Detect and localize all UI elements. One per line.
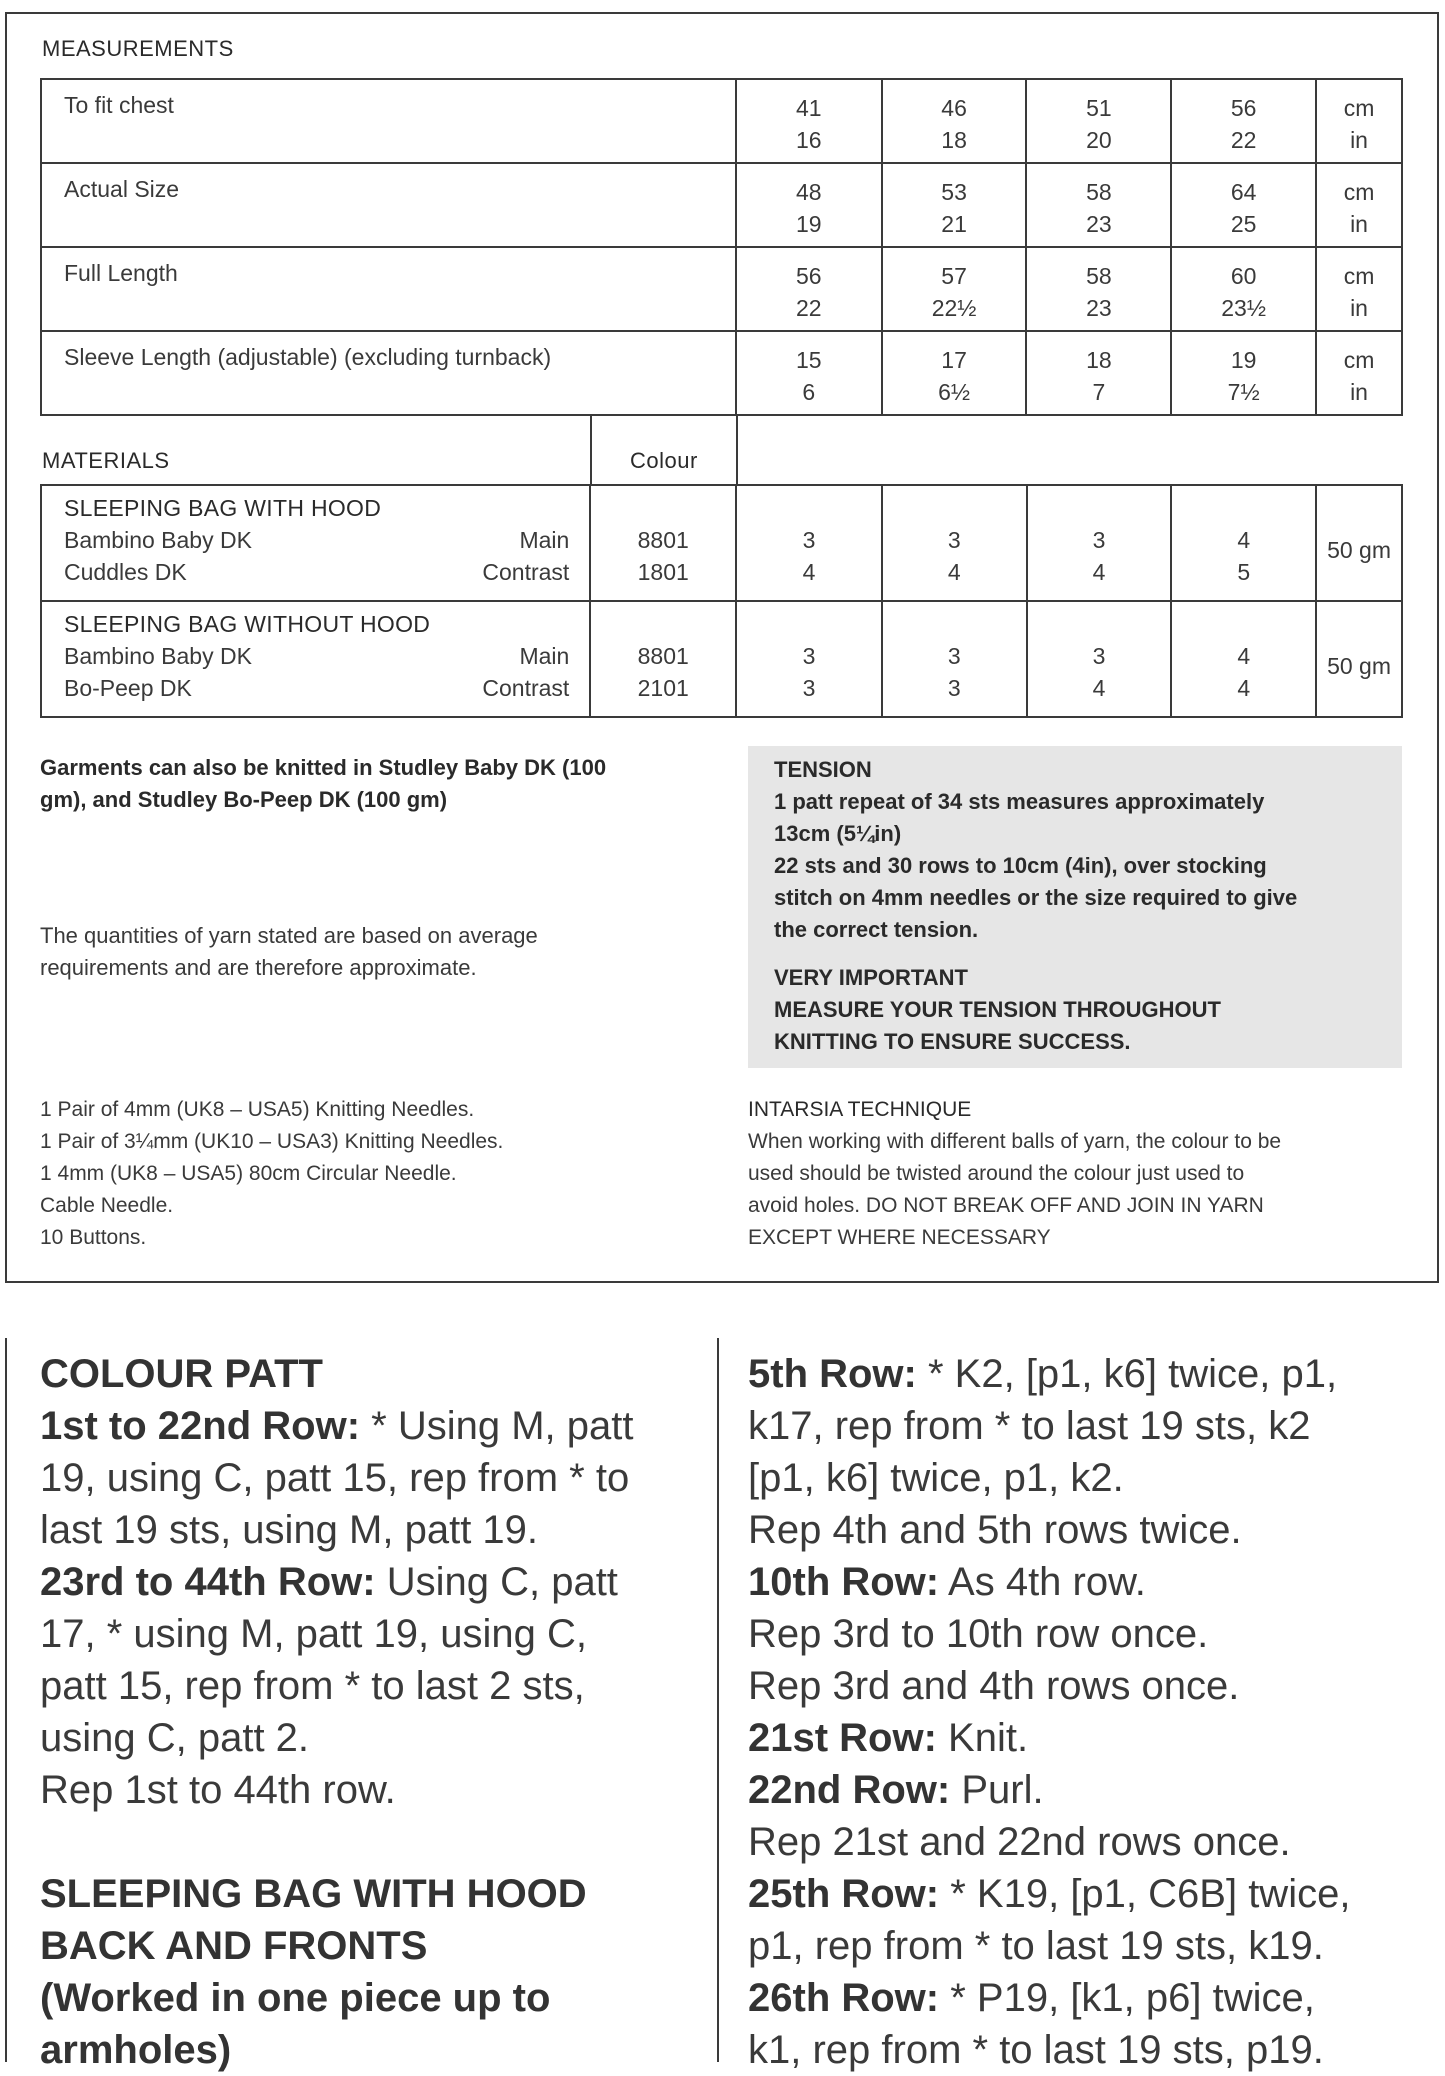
instruction-text: 17, * using M, patt 19, using C, (40, 1612, 587, 1656)
yarn-name: Cuddles DK (64, 559, 187, 585)
size-value (736, 79, 882, 163)
size-value (1171, 79, 1316, 163)
instruction-text: Purl. (950, 1768, 1044, 1812)
measurement-label: Actual Size (41, 163, 736, 247)
instruction-text: Knit. (936, 1716, 1029, 1760)
section-heading: (Worked in one piece up to (40, 1976, 551, 2020)
quantities-note (40, 920, 538, 984)
instruction-text: using C, patt 2. (40, 1716, 310, 1760)
needle-item: Cable Needle. (40, 1194, 174, 1217)
quantity-cell (882, 601, 1027, 717)
yarn-name: Bambino Baby DK (64, 527, 252, 553)
instruction-text: k17, rep from * to last 19 sts, k2 (748, 1404, 1311, 1448)
value-in: 23½ (1221, 295, 1267, 321)
section-heading: SLEEPING BAG WITH HOOD (40, 1872, 587, 1916)
yarn-quantity: 3 (802, 527, 816, 553)
value-cm: 57 (941, 263, 967, 289)
size-value (882, 79, 1027, 163)
size-value (1171, 331, 1316, 415)
row-label: 21st Row: (748, 1716, 937, 1760)
material-group-row (41, 601, 1402, 717)
value-in: 25 (1230, 211, 1257, 237)
left-column-text (40, 1348, 633, 2076)
value-cm: 48 (796, 179, 822, 205)
instruction-text: last 19 sts, using M, patt 19. (40, 1508, 539, 1552)
colour-code: 8801 (637, 643, 689, 669)
value-cm: 56 (796, 263, 822, 289)
tension-line: stitch on 4mm needles or the size required to give (774, 885, 1298, 910)
value-in: 16 (796, 127, 822, 153)
quantity-cell (736, 601, 882, 717)
colour-heading: Colour (630, 448, 698, 473)
value-cm: 46 (941, 95, 967, 121)
materials-table (40, 484, 1403, 718)
instruction-line (748, 1816, 1350, 1868)
instruction-text: Rep 3rd to 10th row once. (748, 1612, 1209, 1656)
instruction-line (748, 1920, 1350, 1972)
value-in: 22 (796, 295, 822, 321)
yarn-role: Main (519, 643, 570, 669)
section-heading: COLOUR PATT (40, 1352, 323, 1396)
measurement-row (41, 247, 1402, 331)
instruction-text: As 4th row. (939, 1560, 1146, 1604)
instruction-line (40, 1452, 633, 1504)
materials-size-divider (736, 414, 738, 486)
studley-note-line: gm), and Studley Bo-Peep DK (100 gm) (40, 787, 448, 812)
instruction-line (40, 1660, 633, 1712)
section-heading: armholes) (40, 2028, 232, 2072)
yarn-quantity: 4 (947, 559, 961, 585)
yarn-role: Contrast (482, 675, 570, 701)
value-in: 6½ (938, 379, 971, 405)
size-value (1026, 163, 1171, 247)
unit-cm: cm (1343, 347, 1375, 373)
needles-list (40, 1094, 503, 1254)
measurements-table (40, 78, 1403, 416)
needle-item: 1 Pair of 3¼mm (UK10 – USA3) Knitting Needles. (40, 1130, 504, 1153)
yarn-quantity: 4 (1237, 675, 1251, 701)
intarsia-heading: INTARSIA TECHNIQUE (748, 1098, 972, 1121)
studley-note-line: Garments can also be knitted in Studley Baby DK (100 (40, 755, 607, 780)
row-label: 25th Row: (748, 1872, 940, 1916)
value-cm: 15 (796, 347, 822, 373)
colour-code: 1801 (637, 559, 689, 585)
quantity-cell (882, 485, 1027, 601)
yarn-quantity: 3 (1092, 527, 1106, 553)
yarn-role: Contrast (482, 559, 570, 585)
material-group (41, 601, 590, 717)
value-in: 21 (941, 211, 967, 237)
measurements-heading: MEASUREMENTS (42, 36, 234, 61)
important-line: VERY IMPORTANT (774, 965, 968, 990)
quantity-unit: 50 gm (1316, 601, 1402, 717)
tension-heading: TENSION (774, 757, 872, 782)
row-label: 23rd to 44th Row: (40, 1560, 376, 1604)
unit-cell (1316, 163, 1402, 247)
instruction-text: p1, rep from * to last 19 sts, k19. (748, 1924, 1324, 1968)
value-in: 23 (1086, 211, 1112, 237)
yarn-quantity: 5 (1237, 559, 1251, 585)
value-cm: 17 (941, 347, 967, 373)
intarsia-line: EXCEPT WHERE NECESSARY (748, 1226, 1051, 1249)
row-label: 5th Row: (748, 1352, 917, 1396)
intarsia-line: avoid holes. DO NOT BREAK OFF AND JOIN IN YARN (748, 1194, 1264, 1217)
yarn-quantity: 3 (802, 643, 816, 669)
materials-colour-divider (590, 414, 592, 486)
instruction-line (40, 1712, 633, 1764)
yarn-line (64, 640, 589, 672)
value-cm: 19 (1230, 347, 1257, 373)
instruction-text: k1, rep from * to last 19 sts, p19. (748, 2028, 1324, 2072)
size-value (1171, 163, 1316, 247)
quantity-cell (1027, 485, 1172, 601)
value-in: 6 (802, 379, 816, 405)
colour-cell (590, 601, 736, 717)
measurement-row (41, 331, 1402, 415)
instruction-line (40, 1556, 633, 1608)
value-cm: 58 (1086, 179, 1112, 205)
size-value (882, 331, 1027, 415)
value-cm: 56 (1230, 95, 1257, 121)
unit-in: in (1350, 295, 1368, 321)
quantity-cell (1171, 601, 1316, 717)
value-cm: 51 (1086, 95, 1112, 121)
value-in: 23 (1086, 295, 1112, 321)
value-cm: 18 (1086, 347, 1112, 373)
yarn-quantity: 3 (947, 527, 961, 553)
instruction-line (40, 1764, 633, 1816)
bottom-left-border (5, 1338, 7, 2062)
instruction-line (748, 1660, 1350, 1712)
yarn-quantity: 3 (947, 675, 961, 701)
tension-box (748, 746, 1402, 1068)
value-cm: 53 (941, 179, 967, 205)
needle-item: 10 Buttons. (40, 1226, 147, 1249)
instruction-text: * K2, [p1, k6] twice, p1, (916, 1352, 1338, 1396)
row-label: 10th Row: (748, 1560, 940, 1604)
size-value (1171, 247, 1316, 331)
yarn-quantity: 3 (947, 643, 961, 669)
instruction-text: * Using M, patt (360, 1404, 634, 1448)
instruction-line (748, 1972, 1350, 2024)
instruction-text: Using C, patt (375, 1560, 618, 1604)
value-cm: 64 (1230, 179, 1257, 205)
important-line: KNITTING TO ENSURE SUCCESS. (774, 1029, 1131, 1054)
instruction-line (40, 1816, 633, 1868)
instruction-line (748, 1868, 1350, 1920)
row-label: 22nd Row: (748, 1768, 951, 1812)
value-in: 19 (796, 211, 822, 237)
row-label: 26th Row: (748, 1976, 940, 2020)
unit-cell (1316, 331, 1402, 415)
intarsia-line: used should be twisted around the colour just used to (748, 1162, 1245, 1185)
value-in: 18 (941, 127, 967, 153)
instruction-text: 19, using C, patt 15, rep from * to (40, 1456, 630, 1500)
measurement-label: To fit chest (41, 79, 736, 163)
size-value (1026, 247, 1171, 331)
unit-cm: cm (1343, 95, 1375, 121)
yarn-quantity: 4 (1237, 527, 1251, 553)
quantity-cell (1171, 485, 1316, 601)
value-in: 7½ (1227, 379, 1260, 405)
yarn-line (64, 672, 589, 704)
instruction-line (748, 1556, 1350, 1608)
measurement-label: Sleeve Length (adjustable) (excluding turnback) (41, 331, 736, 415)
tension-line: 1 patt repeat of 34 sts measures approximately (774, 789, 1265, 814)
needle-item: 1 4mm (UK8 – USA5) 80cm Circular Needle. (40, 1162, 457, 1185)
instruction-text: [p1, k6] twice, p1, k2. (748, 1456, 1124, 1500)
right-column-text (748, 1348, 1350, 2076)
material-group-title: SLEEPING BAG WITHOUT HOOD (64, 611, 431, 637)
unit-cm: cm (1343, 179, 1375, 205)
instruction-text (40, 1820, 51, 1864)
material-group-row (41, 485, 1402, 601)
instruction-line (40, 1400, 633, 1452)
column-divider (717, 1338, 719, 2062)
yarn-quantity: 4 (1237, 643, 1251, 669)
instruction-line (748, 2024, 1350, 2076)
quantity-cell (1027, 601, 1172, 717)
instruction-line (748, 1712, 1350, 1764)
instruction-text: Rep 21st and 22nd rows once. (748, 1820, 1291, 1864)
instruction-text: * P19, [k1, p6] twice, (939, 1976, 1315, 2020)
section-heading: BACK AND FRONTS (40, 1924, 428, 1968)
instruction-line (748, 1504, 1350, 1556)
instruction-line (748, 1348, 1350, 1400)
instruction-line (40, 1504, 633, 1556)
measurement-row (41, 163, 1402, 247)
size-value (882, 163, 1027, 247)
size-value (1026, 79, 1171, 163)
material-group (41, 485, 590, 601)
colour-cell (590, 485, 736, 601)
yarn-role: Main (519, 527, 570, 553)
quantity-cell (736, 485, 882, 601)
material-group-title: SLEEPING BAG WITH HOOD (64, 495, 382, 521)
value-in: 20 (1086, 127, 1112, 153)
size-value (882, 247, 1027, 331)
row-label: 1st to 22nd Row: (40, 1404, 361, 1448)
measurement-row (41, 79, 1402, 163)
intarsia-line: When working with different balls of yarn, the colour to be (748, 1130, 1282, 1153)
yarn-quantity: 3 (1092, 643, 1106, 669)
yarn-quantity: 3 (802, 675, 816, 701)
yarn-name: Bambino Baby DK (64, 643, 252, 669)
value-cm: 60 (1230, 263, 1257, 289)
yarn-quantity: 4 (1092, 675, 1106, 701)
unit-cm: cm (1343, 263, 1375, 289)
needle-item: 1 Pair of 4mm (UK8 – USA5) Knitting Needles. (40, 1098, 475, 1121)
yarn-line (64, 556, 589, 588)
quantities-note-line: requirements and are therefore approximate. (40, 955, 477, 980)
instruction-line (40, 1608, 633, 1660)
yarn-name: Bo-Peep DK (64, 675, 192, 701)
size-value (736, 163, 882, 247)
materials-heading: MATERIALS (42, 448, 170, 473)
colour-code: 2101 (637, 675, 689, 701)
value-cm: 41 (796, 95, 822, 121)
instruction-line (748, 1452, 1350, 1504)
important-line: MEASURE YOUR TENSION THROUGHOUT (774, 997, 1221, 1022)
instruction-line (748, 1608, 1350, 1660)
yarn-line (64, 524, 589, 556)
measurement-label: Full Length (41, 247, 736, 331)
size-value (1026, 331, 1171, 415)
unit-cell (1316, 79, 1402, 163)
instruction-text: * K19, [p1, C6B] twice, (939, 1872, 1351, 1916)
instruction-line (748, 1764, 1350, 1816)
quantity-unit: 50 gm (1316, 485, 1402, 601)
instruction-text: patt 15, rep from * to last 2 sts, (40, 1664, 585, 1708)
yarn-quantity: 4 (1092, 559, 1106, 585)
unit-cell (1316, 247, 1402, 331)
instruction-text: Rep 4th and 5th rows twice. (748, 1508, 1242, 1552)
tension-line: the correct tension. (774, 917, 979, 942)
size-value (736, 247, 882, 331)
intarsia-section (748, 1094, 1428, 1254)
value-in: 22 (1230, 127, 1257, 153)
size-value (736, 331, 882, 415)
unit-in: in (1350, 379, 1368, 405)
value-cm: 58 (1086, 263, 1112, 289)
quantities-note-line: The quantities of yarn stated are based on average (40, 923, 538, 948)
yarn-quantity: 4 (802, 559, 816, 585)
studley-note (40, 752, 606, 816)
unit-in: in (1350, 127, 1368, 153)
tension-line: 22 sts and 30 rows to 10cm (4in), over stocking (774, 853, 1267, 878)
value-in: 7 (1092, 379, 1106, 405)
instruction-line (748, 1400, 1350, 1452)
colour-code: 8801 (637, 527, 689, 553)
unit-in: in (1350, 211, 1368, 237)
instruction-text: Rep 3rd and 4th rows once. (748, 1664, 1240, 1708)
tension-line: 13cm (5¼in) (774, 821, 902, 846)
instruction-text: Rep 1st to 44th row. (40, 1768, 396, 1812)
value-in: 22½ (931, 295, 977, 321)
